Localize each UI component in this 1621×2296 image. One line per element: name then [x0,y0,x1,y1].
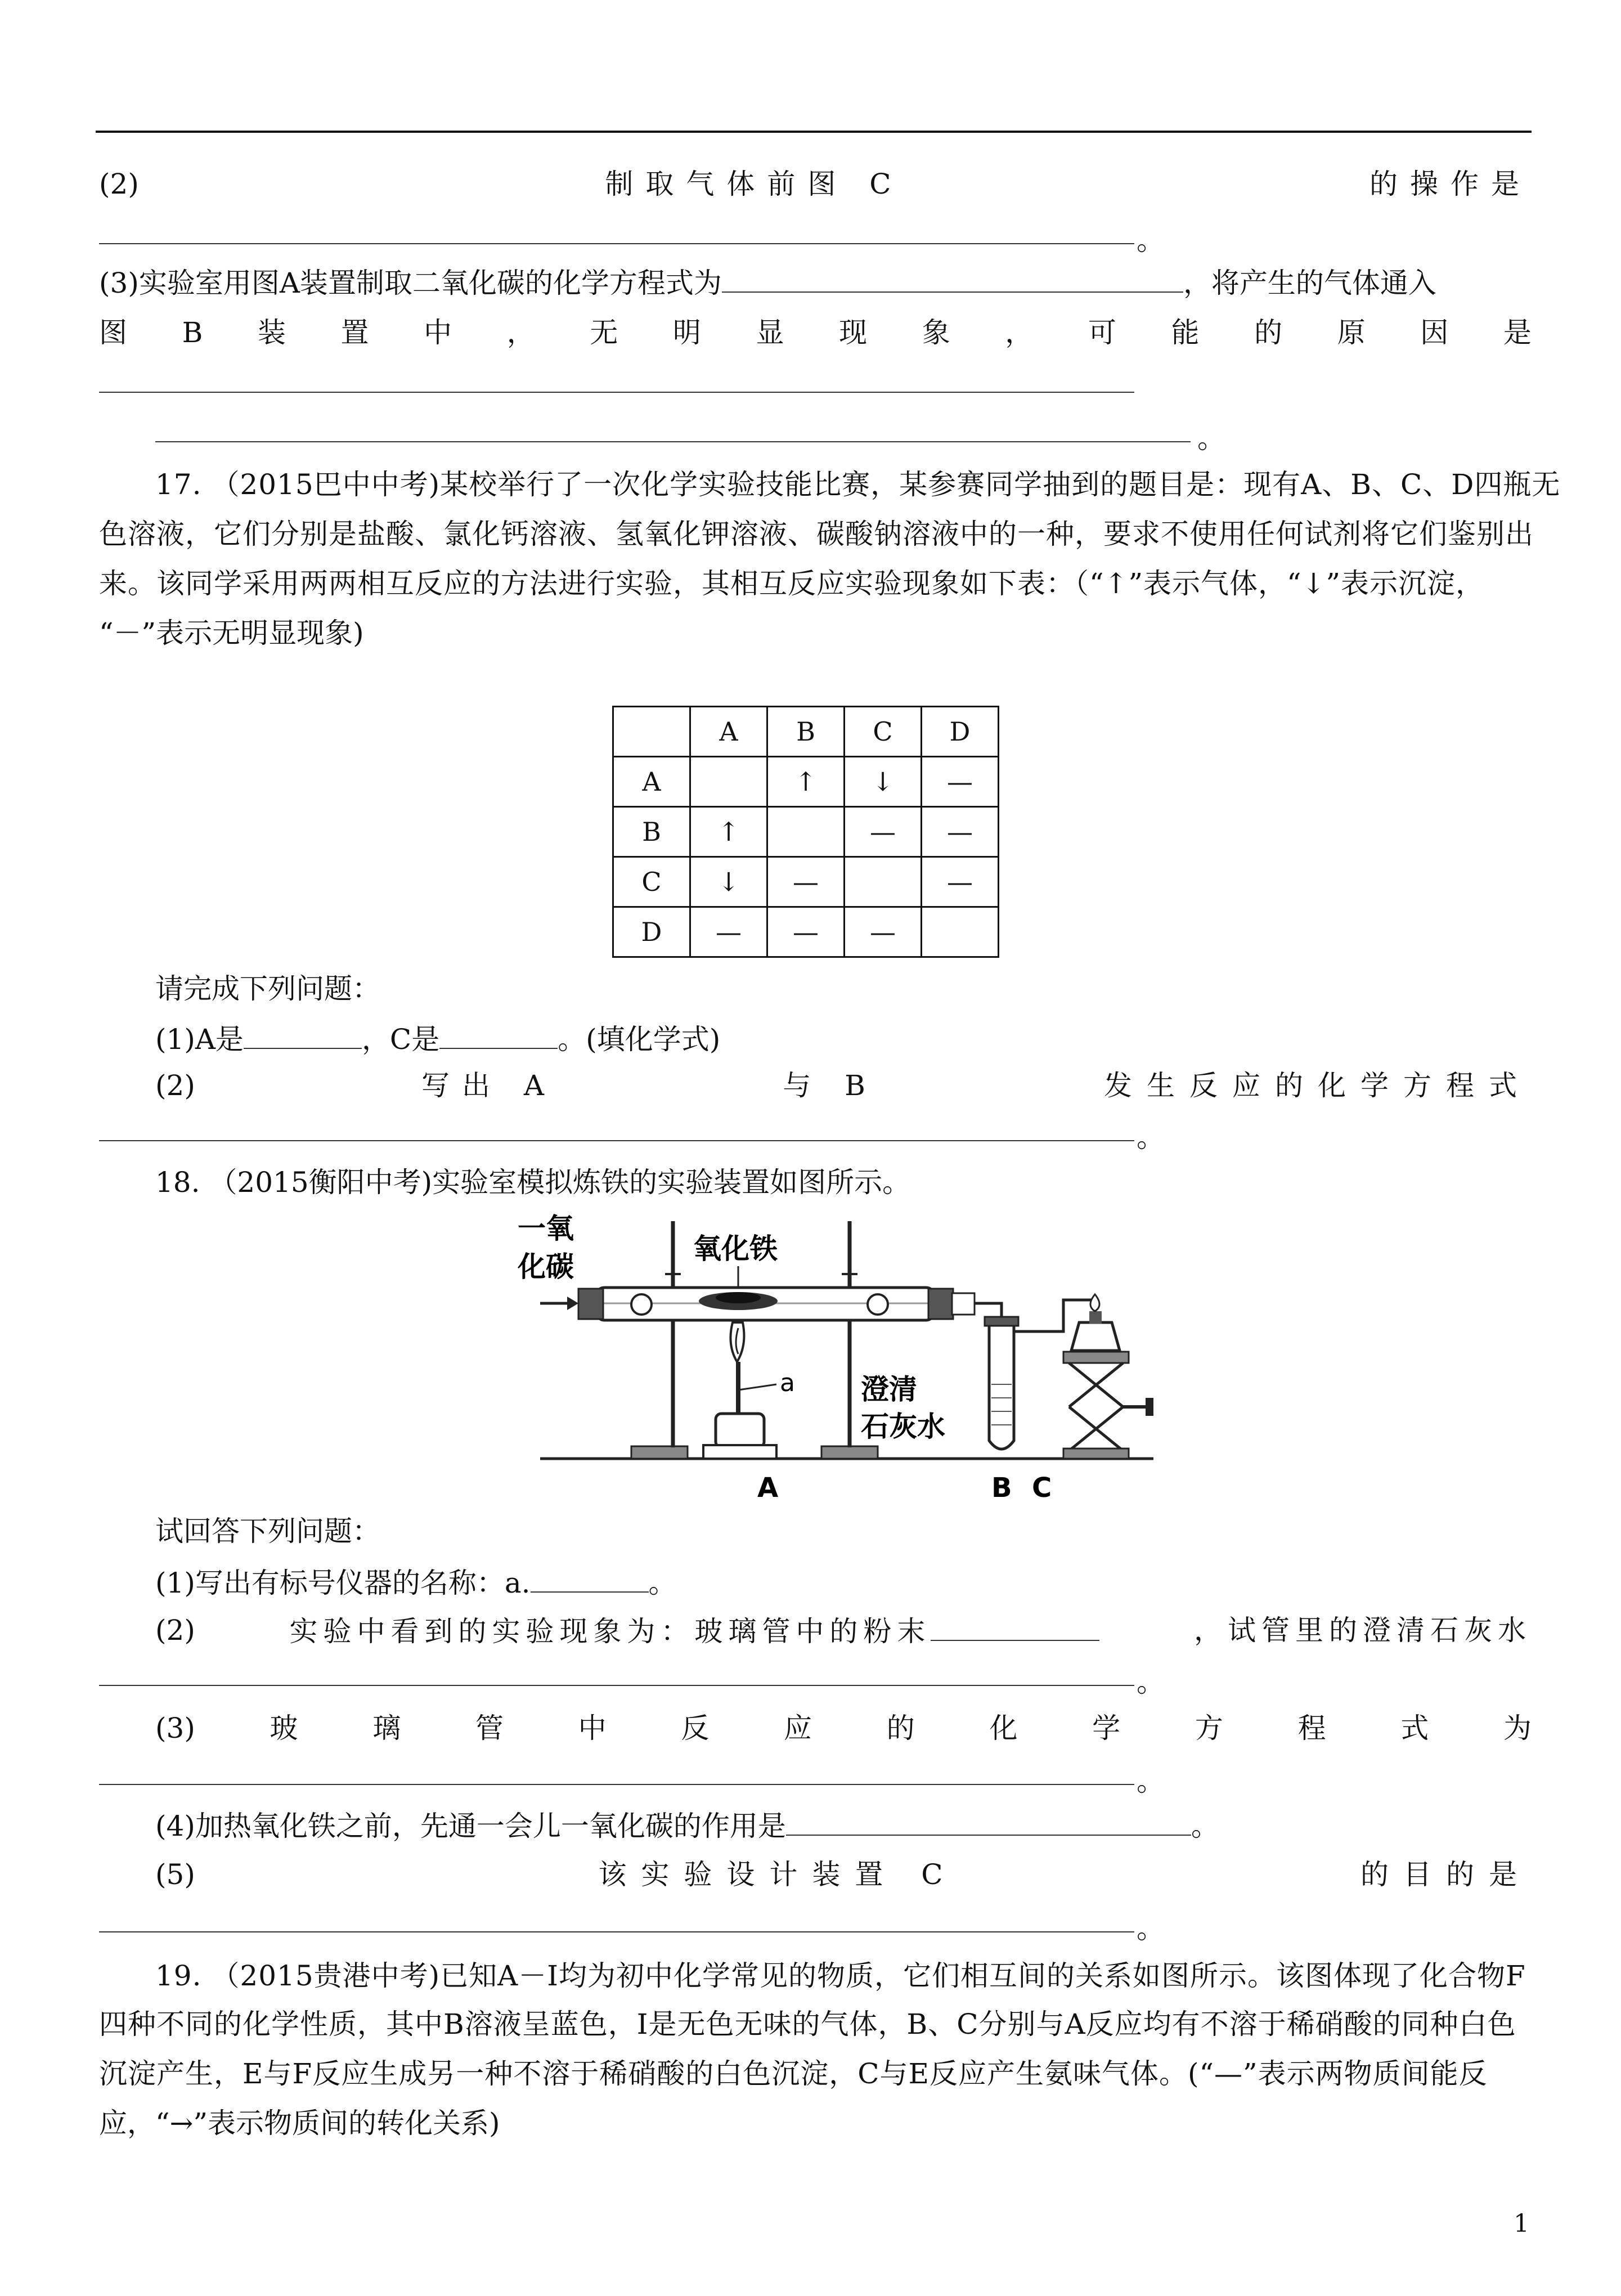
q17-part1-line: (1)A是 ，C是 。(填化学式) [155,1019,1588,1059]
q18-part3-answer-line [99,1784,1134,1785]
table-cell: B [613,807,690,857]
q17-text-line1: 17. （2015巴中中考)某校举行了一次化学实验技能比赛，某参赛同学抽到的题目是：现有A、B、C、D四瓶无 [155,468,1561,501]
table-cell: — [767,907,845,957]
reaction-table [612,706,999,958]
q19-text-line4: 应，“→”表示物质间的转化关系) [99,2107,500,2140]
table-cell: B [767,707,845,757]
table-cell [922,907,999,957]
q17-part2-line: (2) 写出 A 与 B 发生反应的化学方程式 [155,1069,1532,1102]
label-B: B [991,1472,1012,1503]
q18-part5-line: (5) 该实验设计装置 C 的目的是 [155,1858,1532,1891]
q18-title: 18. （2015衡阳中考)实验室模拟炼铁的实验装置如图所示。 [155,1166,911,1199]
q19-text-line1: 19. （2015贵港中考)已知A－I均为初中化学常见的物质，它们相互间的关系如图所示。该图体现了化合物F [155,1959,1526,1992]
table-row [613,757,999,807]
table-cell: — [767,857,845,907]
table-cell: — [922,757,999,807]
q19-text-line3: 沉淀产生，E与F反应生成另一种不溶于稀硝酸的白色沉淀，C与E反应产生氨味气体。(“—”表示两物质间能反 [99,2057,1488,2090]
q16-part2-line: (2) 制取气体前图 C 的操作是 [99,168,1532,200]
table-cell: ↓ [690,857,767,907]
table-header-row [613,707,999,757]
table-cell: ↑ [690,807,767,857]
header-rule [96,131,1532,133]
answer-blank [439,1019,558,1049]
q18-part1-line: (1)写出有标号仪器的名称：a. 。 [155,1562,1588,1603]
table-cell: — [922,857,999,907]
label-C: C [1032,1472,1052,1503]
q17-answer-line [99,1140,1134,1141]
table-cell: ↓ [845,757,922,807]
label-A: A [757,1472,779,1503]
q16-part3-line2: 图 B 装 置 中 ， 无 明 显 现 象 ， 可 能 的 原 因 是 [99,316,1532,349]
q18-part3-line: (3) 玻 璃 管 中 反 应 的 化 学 方 程 式 为 [155,1712,1532,1745]
table-cell: A [690,707,767,757]
answer-blank [531,1562,649,1593]
q18-part2-answer-line [99,1685,1134,1686]
q17-text-line4: “－”表示无明显现象) [99,617,364,649]
label-a: a [780,1369,795,1397]
q18-part5-answer-line [99,1931,1134,1932]
label-limewater-2: 石灰水 [861,1410,945,1443]
q17-text-line2: 色溶液，它们分别是盐酸、氯化钙溶液、氢氧化钾溶液、碳酸钠溶液中的一种，要求不使用任何试剂将它们鉴别出 [99,518,1534,550]
table-cell [767,807,845,857]
table-cell: — [845,807,922,857]
period: 。 [1137,1121,1165,1154]
q17-prompt: 请完成下列问题： [155,972,380,1005]
answer-blank [244,1019,362,1049]
label-iron-oxide: 氧化铁 [693,1232,778,1265]
q16-part2-answer-line [99,243,1134,244]
q18-part2-line: (2) 实验中看到的实验现象为：玻璃管中的粉末 ，试管里的澄清石灰水 [155,1611,1532,1651]
q16-part3-answer-line-1 [99,392,1134,393]
label-co-1: 一氧 [518,1212,574,1245]
q19-text-line2: 四种不同的化学性质，其中B溶液呈蓝色，I是无色无味的气体，B、C分别与A反应均有不溶于稀硝酸的同种白色 [99,2008,1516,2041]
label-limewater-1: 澄清 [861,1373,917,1406]
period: 。 [1137,224,1165,257]
q16-part3-answer-line-2 [155,441,1191,442]
q17-text-line3: 来。该同学采用两两相互反应的方法进行实验，其相互反应实验现象如下表：（“↑”表示气体，“↓”表示沉淀， [99,567,1485,600]
q16-part3-line1: (3)实验室用图A装置制取二氧化碳的化学方程式为 ，将产生的气体通入 [99,262,1532,303]
table-cell: D [613,907,690,957]
table-cell: C [845,707,922,757]
table-cell [613,707,690,757]
period: 。 [1137,1765,1165,1797]
period: 。 [1137,1912,1165,1945]
table-cell: D [922,707,999,757]
label-co-2: 化碳 [518,1250,574,1283]
period: 。 [1137,1666,1165,1698]
table-cell: — [845,907,922,957]
period: 。 [1197,422,1225,455]
table-cell: — [922,807,999,857]
table-row [613,907,999,957]
table-cell [690,757,767,807]
q18-part4-line: (4)加热氧化铁之前，先通一会儿一氧化碳的作用是 。 [155,1805,1588,1846]
table-cell [845,857,922,907]
q18-prompt: 试回答下列问题： [155,1515,380,1548]
answer-blank [722,262,1183,293]
page-number: 1 [1514,2209,1529,2238]
iron-smelting-apparatus-figure [506,1204,1182,1503]
table-cell: ↑ [767,757,845,807]
answer-blank [786,1805,1191,1836]
table-row [613,857,999,907]
table-row [613,807,999,857]
table-cell: C [613,857,690,907]
table-cell: A [613,757,690,807]
table-cell: — [690,907,767,957]
answer-blank [931,1611,1099,1641]
